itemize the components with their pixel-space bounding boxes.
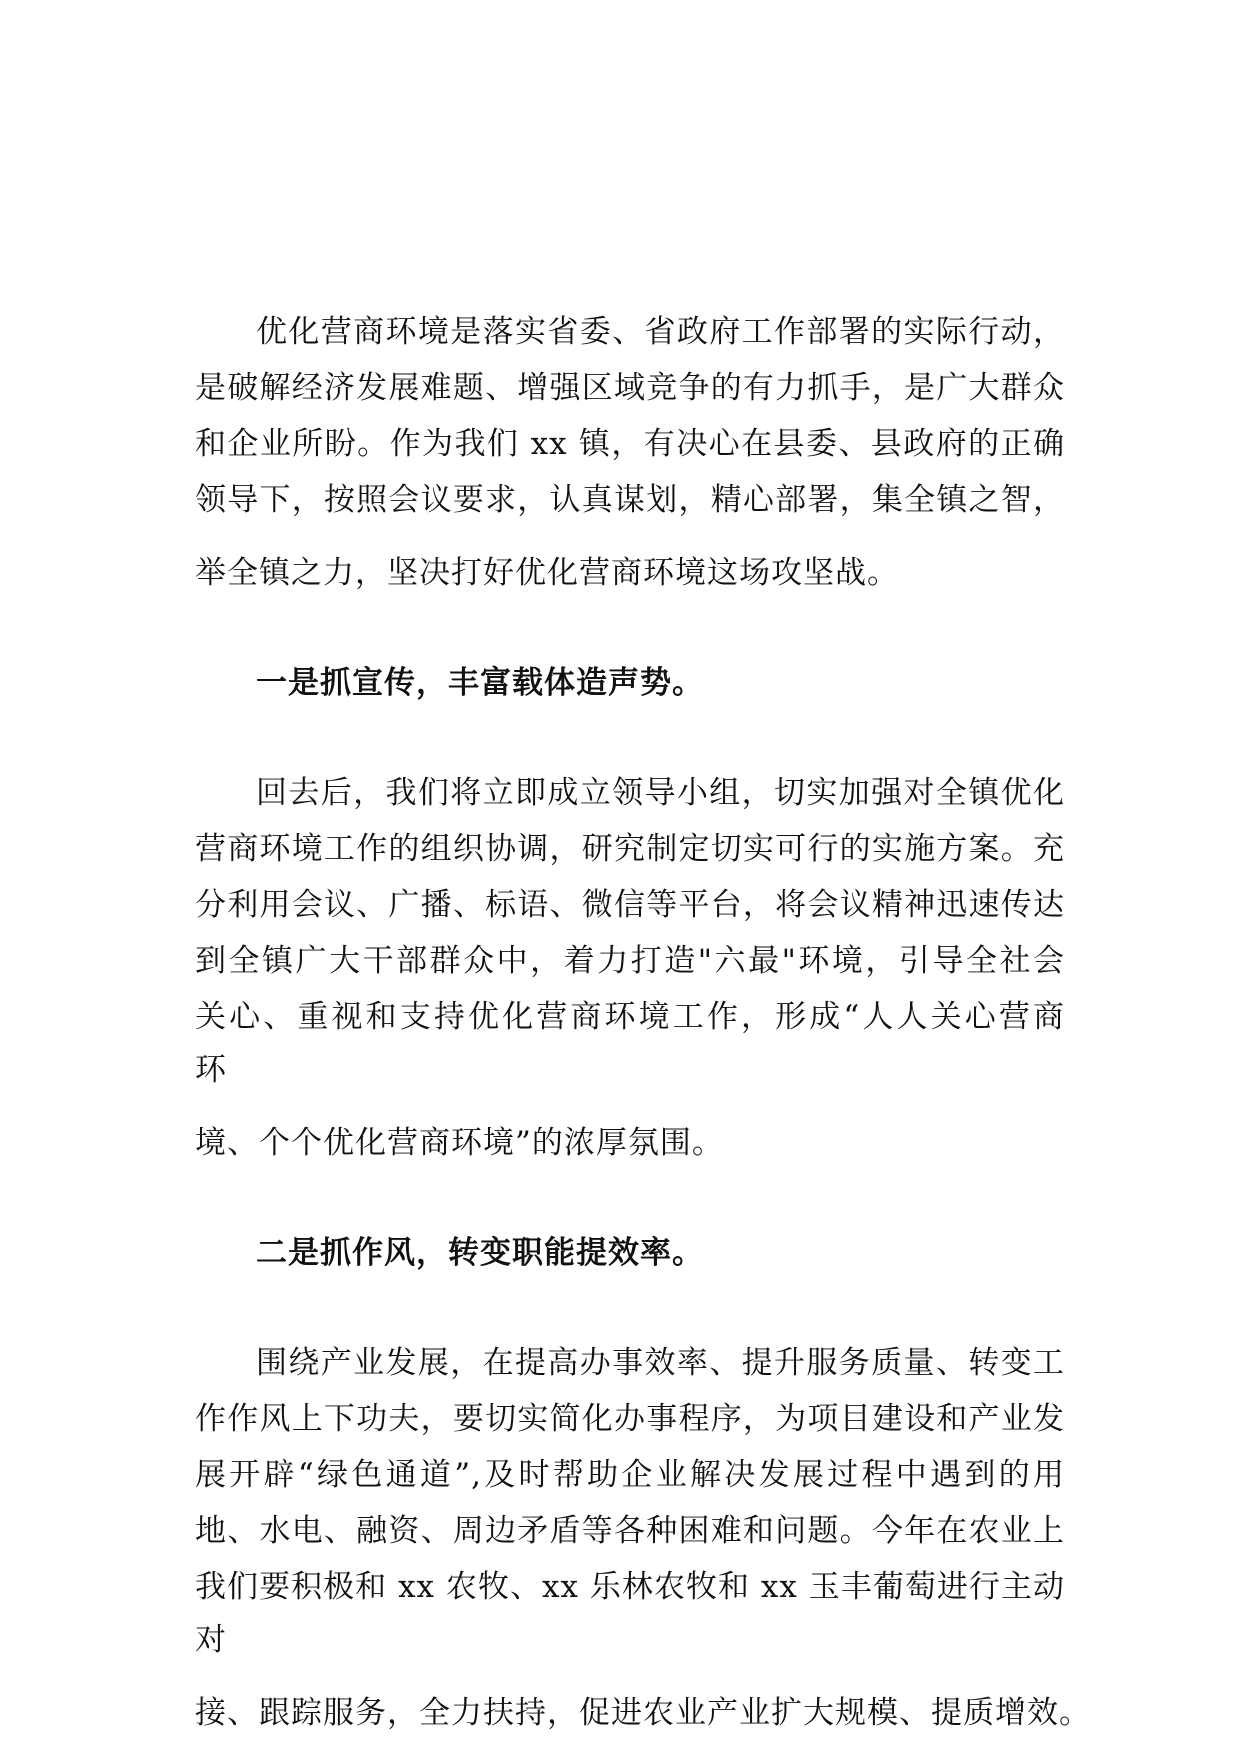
paragraph-2-line-2: 营商环境工作的组织协调，研究制定切实可行的实施方案。充 — [195, 831, 1065, 867]
paragraph-3-line-6: 对 — [195, 1622, 227, 1658]
section-heading-1: 一是抓宣传，丰富载体造声势。 — [256, 665, 704, 701]
paragraph-2-line-1: 回去后，我们将立即成立领导小组，切实加强对全镇优化 — [256, 775, 1065, 811]
paragraph-3-line-3: 展开辟“绿色通道”,及时帮助企业解决发展过程中遇到的用 — [195, 1457, 1065, 1493]
paragraph-3-line-4: 地、水电、融资、周边矛盾等各种困难和问题。今年在农业上 — [195, 1513, 1065, 1549]
paragraph-3-line-7: 接、跟踪服务，全力扶持，促进农业产业扩大规模、提质增效。 — [195, 1695, 1091, 1731]
paragraph-3-line-5: 我们要积极和 xx 农牧、xx 乐林农牧和 xx 玉丰葡萄进行主动 — [195, 1569, 1065, 1605]
paragraph-1-line-3: 和企业所盼。作为我们 xx 镇，有决心在县委、县政府的正确 — [195, 426, 1065, 462]
paragraph-1-line-2: 是破解经济发展难题、增强区域竞争的有力抓手，是广大群众 — [195, 370, 1065, 406]
paragraph-1-line-1: 优化营商环境是落实省委、省政府工作部署的实际行动， — [256, 314, 1065, 350]
paragraph-3-line-1: 围绕产业发展，在提高办事效率、提升服务质量、转变工 — [256, 1345, 1065, 1381]
paragraph-3-line-2: 作作风上下功夫，要切实简化办事程序，为项目建设和产业发 — [195, 1401, 1065, 1437]
paragraph-2-line-3: 分利用会议、广播、标语、微信等平台，将会议精神迅速传达 — [195, 887, 1065, 923]
paragraph-2-line-7: 境、个个优化营商环境”的浓厚氛围。 — [195, 1125, 724, 1161]
paragraph-2-line-5: 关心、重视和支持优化营商环境工作，形成“人人关心营商 — [195, 999, 1065, 1035]
paragraph-2-line-4: 到全镇广大干部群众中，着力打造"六最"环境，引导全社会 — [195, 943, 1065, 979]
paragraph-2-line-6: 环 — [195, 1052, 227, 1088]
paragraph-1-line-5: 举全镇之力，坚决打好优化营商环境这场攻坚战。 — [195, 555, 899, 591]
paragraph-1-line-4: 领导下，按照会议要求，认真谋划，精心部署，集全镇之智， — [195, 482, 1065, 518]
section-heading-2: 二是抓作风，转变职能提效率。 — [256, 1235, 704, 1271]
